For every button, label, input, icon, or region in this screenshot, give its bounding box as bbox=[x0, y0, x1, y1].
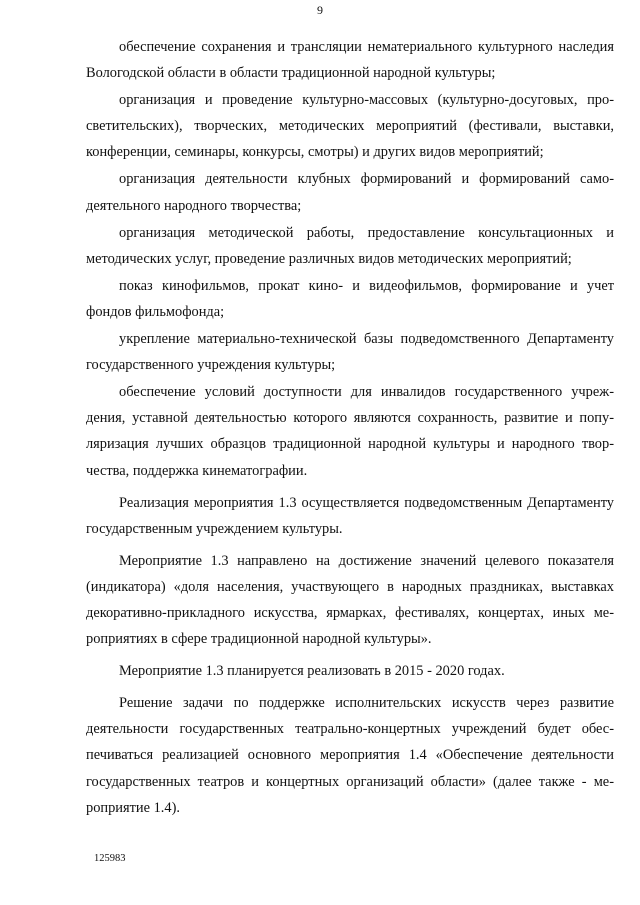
footer-code: 125983 bbox=[94, 853, 126, 864]
page-number: 9 bbox=[317, 3, 323, 17]
paragraph: укрепление материально-технической базы подведомственного Департаменту государственного учреждения культуры; bbox=[86, 331, 614, 374]
paragraph: организация деятельности клубных формирований и формирований самодеятельного народного творчества; bbox=[86, 171, 614, 214]
paragraph: Реализация мероприятия 1.3 осуществляется подведомственным Департаменту государственным учреждением культуры. bbox=[86, 494, 614, 537]
paragraph: Мероприятие 1.3 направлено на достижение значений целевого показателя (индикатора) «доля населения, участвующего в народных праздниках, выставках декоративно-прикладного искусства, ярмарках, фестивалях, концертах, иных мероприятиях в сфере традиционной народной культуры». bbox=[86, 552, 614, 648]
paragraph: организация методической работы, предоставление консультационных и методических услуг, проведение различных видов методических мероприятий; bbox=[86, 224, 614, 267]
paragraph: показ кинофильмов, прокат кино- и видеофильмов, формирование и учет фондов фильмофонда; bbox=[86, 277, 614, 320]
paragraph: обеспечение сохранения и трансляции нематериального культурного наследия Вологодской области в области традиционной народной культуры; bbox=[86, 39, 614, 82]
paragraph: организация и проведение культурно-массовых (культурно-досуговых, просветительских), творческих, методических мероприятий (фестивали, выставки, конференции, семинары, конкурсы, смотры) и других видов мероприятий; bbox=[86, 92, 614, 161]
paragraph: Мероприятие 1.3 планируется реализовать в 2015 - 2020 годах. bbox=[119, 663, 505, 680]
paragraph: обеспечение условий доступности для инвалидов государственного учреждения, уставной деятельностью которого являются сохранность, развитие и популяризация лучших образцов традиционной народной культуры и народного творчества, поддержка кинематографии. bbox=[86, 384, 614, 479]
body-text bbox=[86, 34, 614, 821]
paragraph: Решение задачи по поддержке исполнительских искусств через развитие деятельности государственных театрально-концертных учреждений будет обеспечиваться реализацией основного мероприятия 1.4 «Обеспечение деятельности государственных театров и концертных организаций области» (далее также - мероприятие 1.4). bbox=[86, 695, 614, 816]
